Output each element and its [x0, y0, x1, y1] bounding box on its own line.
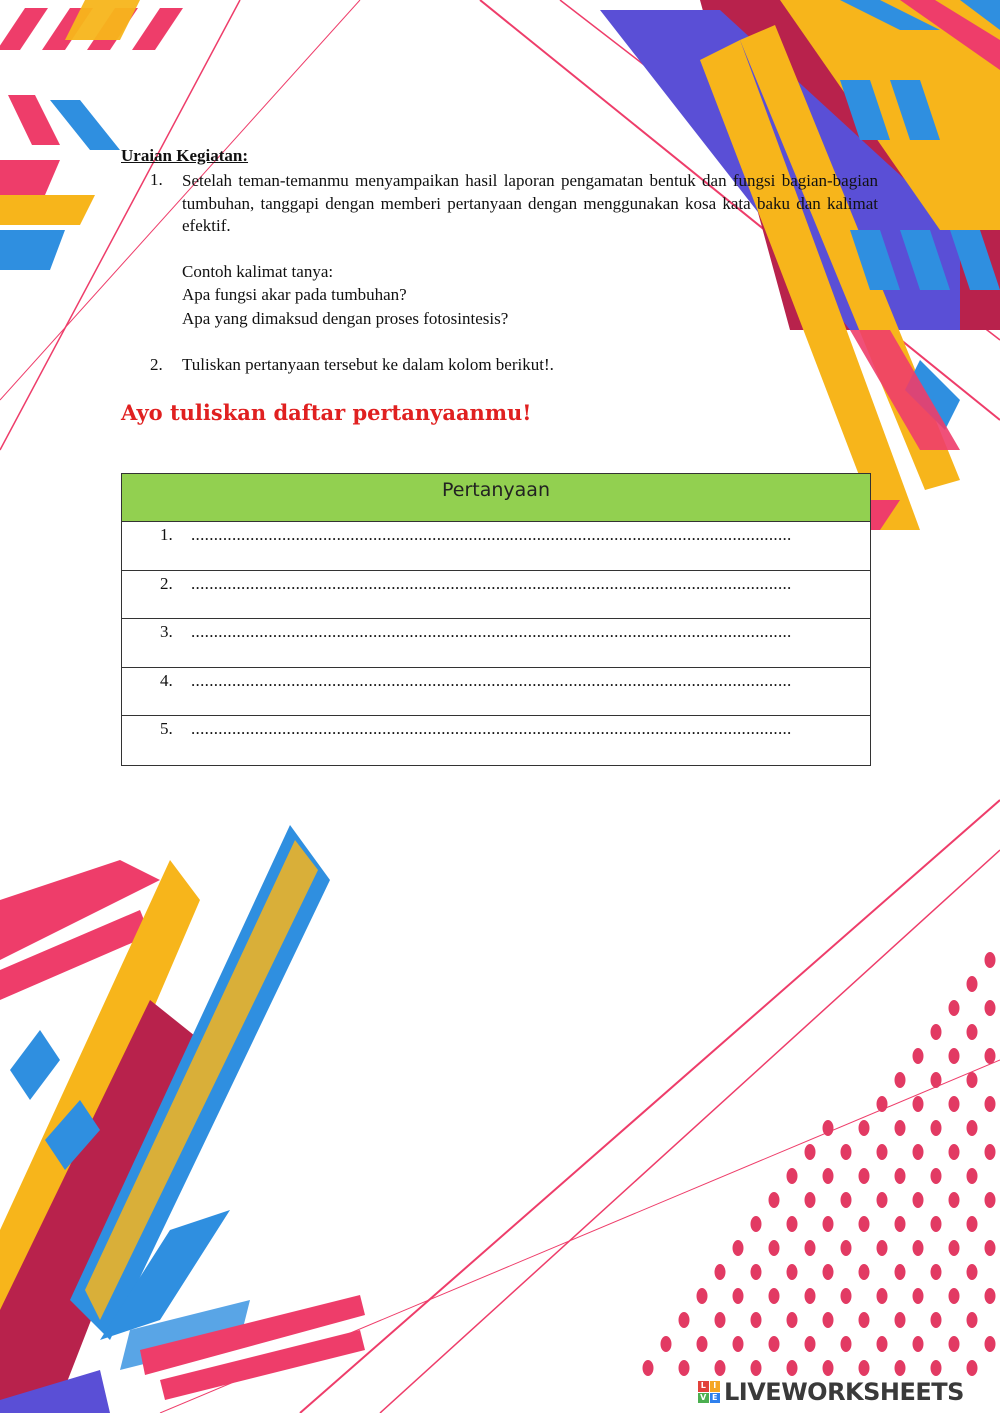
table-row[interactable]	[122, 619, 870, 668]
prompt-title: Ayo tuliskan daftar pertanyaanmu!	[121, 400, 532, 425]
watermark-text: LIVEWORKSHEETS	[724, 1378, 964, 1406]
table-row[interactable]	[122, 716, 870, 765]
answer-line[interactable]: ....................................................................................................................................	[191, 525, 792, 544]
answer-line[interactable]: ....................................................................................................................................	[191, 573, 792, 593]
table-row[interactable]	[122, 522, 870, 571]
questions-header-label: Pertanyaan	[442, 479, 550, 501]
answer-line[interactable]: ....................................................................................................................................	[191, 670, 792, 690]
liveworksheets-watermark	[698, 1378, 964, 1406]
answer-line[interactable]: ....................................................................................................................................	[191, 622, 792, 641]
row-number: 4.	[160, 670, 173, 690]
table-row[interactable]	[122, 571, 870, 620]
questions-table	[121, 473, 871, 766]
example-question-1: Apa fungsi akar pada tumbuhan?	[182, 285, 407, 304]
row-number: 1.	[160, 525, 173, 544]
row-number: 3.	[160, 622, 173, 641]
activity-heading: Uraian Kegiatan:	[121, 146, 249, 165]
example-label: Contoh kalimat tanya:	[182, 262, 334, 281]
answer-line[interactable]: ....................................................................................................................................	[191, 719, 792, 738]
item-2-number: 2.	[150, 355, 163, 374]
liveworksheets-logo-icon: L I V E	[698, 1381, 720, 1403]
item-2-text: Tuliskan pertanyaan tersebut ke dalam kolom berikut!.	[182, 355, 554, 374]
questions-table-header	[122, 474, 870, 522]
item-1-text: Setelah teman-temanmu menyampaikan hasil laporan pengamatan bentuk dan fungsi bagian-bagian tumbuhan, tanggapi dengan memberi pertanyaan dengan menggunakan kosa kata baku dan kalimat efektif.	[182, 171, 878, 235]
row-number: 5.	[160, 719, 173, 738]
item-1-number: 1.	[150, 170, 163, 189]
row-number: 2.	[160, 573, 173, 593]
example-question-2: Apa yang dimaksud dengan proses fotosintesis?	[182, 309, 509, 328]
table-row[interactable]	[122, 668, 870, 717]
